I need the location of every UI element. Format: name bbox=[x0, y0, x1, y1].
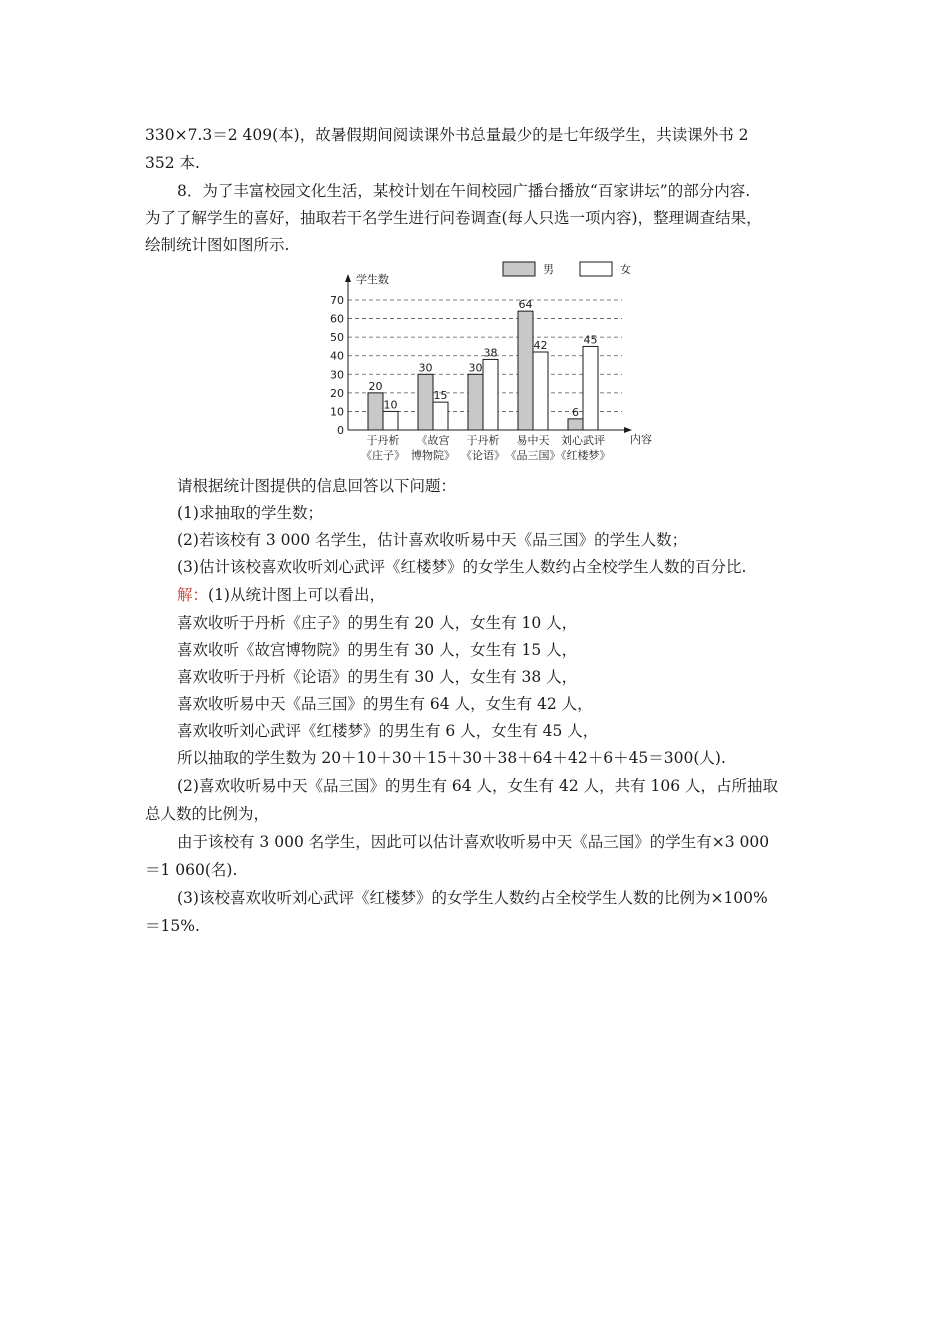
bar-value-label: 10 bbox=[383, 398, 398, 412]
solution-1-f: 所以抽取的学生数为 20＋10＋30＋15＋30＋38＋64＋42＋6＋45＝300(人). bbox=[177, 749, 726, 767]
solution-2-c: 由于该校有 3 000 名学生，因此可以估计喜欢收听易中天《品三国》的学生有×3 000 bbox=[177, 833, 770, 851]
bar-value-label: 45 bbox=[583, 333, 598, 347]
bar bbox=[583, 346, 598, 430]
solution-2-d: ＝1 060(名). bbox=[145, 861, 238, 879]
bar bbox=[418, 374, 433, 430]
bar-value-label: 20 bbox=[368, 379, 383, 393]
y-tick-label: 10 bbox=[330, 405, 344, 419]
y-tick-label: 30 bbox=[330, 368, 344, 382]
x-category-label: 《庄子》 bbox=[361, 449, 405, 462]
bar bbox=[518, 311, 533, 430]
y-tick-label: 0 bbox=[337, 424, 344, 437]
question-1: (1)求抽取的学生数； bbox=[177, 504, 323, 522]
problem-line-3: 绘制统计图如图所示. bbox=[145, 236, 290, 254]
y-axis-label: 学生数 bbox=[356, 273, 389, 286]
bar-value-label: 15 bbox=[433, 389, 448, 403]
bar bbox=[433, 402, 448, 430]
y-tick-label: 50 bbox=[330, 331, 344, 345]
questions-intro: 请根据统计图提供的信息回答以下问题： bbox=[177, 477, 457, 495]
question-3: (3)估计该校喜欢收听刘心武评《红楼梦》的女学生人数约占全校学生人数的百分比. bbox=[177, 558, 747, 576]
bar bbox=[483, 359, 498, 430]
solution-1-b: 喜欢收听《故宫博物院》的男生有 30 人，女生有 15 人， bbox=[177, 641, 578, 659]
x-axis-label: 内容 bbox=[630, 433, 652, 446]
bar bbox=[533, 352, 548, 430]
solution-3-a: (3)该校喜欢收听刘心武评《红楼梦》的女学生人数约占全校学生人数的比例为×100% bbox=[177, 889, 768, 907]
x-category-label: 《论语》 bbox=[461, 449, 505, 462]
bar-value-label: 6 bbox=[572, 405, 579, 419]
y-tick-label: 60 bbox=[330, 312, 344, 326]
bar-value-label: 38 bbox=[483, 346, 498, 360]
problem-line-1: 8．为了丰富校园文化生活，某校计划在午间校园广播台播放“百家讲坛”的部分内容. bbox=[177, 182, 751, 200]
bar bbox=[368, 393, 383, 430]
intro-line-1: 330×7.3＝2 409(本)，故暑假期间阅读课外书总量最少的是七年级学生，共读课外书 2 bbox=[145, 126, 749, 144]
bar bbox=[468, 374, 483, 430]
x-category-label: 《品三国》 bbox=[505, 449, 561, 462]
solution-1-c: 喜欢收听于丹析《论语》的男生有 30 人，女生有 38 人， bbox=[177, 668, 578, 686]
x-category-label: 于丹析 bbox=[366, 434, 400, 447]
solution-1-head: (1)从统计图上可以看出， bbox=[208, 586, 385, 604]
legend-label: 女 bbox=[620, 263, 631, 276]
x-category-label: 《故宫 bbox=[416, 434, 450, 447]
y-tick-label: 40 bbox=[330, 349, 344, 363]
solution-2-b: 总人数的比例为， bbox=[145, 805, 270, 823]
question-2: (2)若该校有 3 000 名学生，估计喜欢收听易中天《品三国》的学生人数； bbox=[177, 531, 688, 549]
y-tick-label: 70 bbox=[330, 294, 344, 307]
x-category-label: 于丹析 bbox=[466, 434, 500, 447]
bar-value-label: 30 bbox=[418, 361, 433, 375]
legend-swatch bbox=[503, 262, 535, 276]
bar-chart bbox=[300, 258, 660, 470]
bar-value-label: 30 bbox=[468, 361, 483, 375]
x-category-label: 刘心武评 bbox=[561, 434, 605, 447]
solution-1-d: 喜欢收听易中天《品三国》的男生有 64 人，女生有 42 人， bbox=[177, 695, 593, 713]
problem-line-2: 为了了解学生的喜好，抽取若干名学生进行问卷调查(每人只选一项内容)，整理调查结果， bbox=[145, 209, 762, 227]
y-tick-label: 20 bbox=[330, 386, 344, 400]
x-category-label: 《红楼梦》 bbox=[555, 449, 611, 462]
legend-swatch bbox=[580, 262, 612, 276]
y-axis-arrow bbox=[345, 274, 351, 282]
solution-1-e: 喜欢收听刘心武评《红楼梦》的男生有 6 人，女生有 45 人， bbox=[177, 722, 599, 740]
solution-line-1 bbox=[177, 584, 857, 606]
bar-chart-svg bbox=[300, 258, 660, 470]
bar-value-label: 64 bbox=[518, 298, 533, 312]
intro-line-2: 352 本. bbox=[145, 154, 200, 172]
x-category-label: 博物院》 bbox=[411, 449, 455, 462]
bar bbox=[568, 419, 583, 430]
solution-label: 解： bbox=[177, 586, 209, 604]
solution-2-a: (2)喜欢收听易中天《品三国》的男生有 64 人，女生有 42 人，共有 106 人，占所抽取 bbox=[177, 777, 779, 795]
legend-label: 男 bbox=[543, 263, 554, 276]
bar bbox=[383, 411, 398, 430]
x-category-label: 易中天 bbox=[516, 434, 550, 447]
solution-1-a: 喜欢收听于丹析《庄子》的男生有 20 人，女生有 10 人， bbox=[177, 614, 578, 632]
bar-value-label: 42 bbox=[533, 339, 548, 352]
solution-3-b: ＝15%. bbox=[145, 917, 200, 935]
